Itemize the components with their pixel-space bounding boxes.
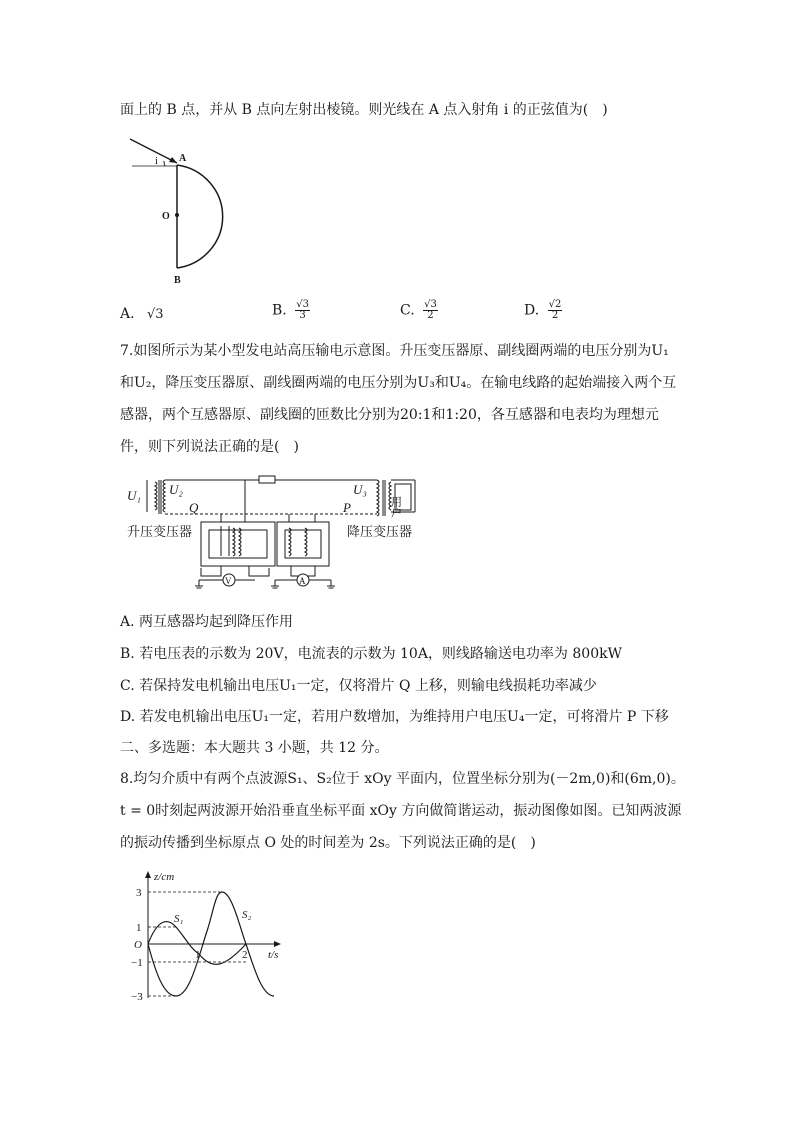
label-U3: U₃ xyxy=(353,482,367,497)
s2-label: S₂ xyxy=(242,909,252,921)
label-Q: Q xyxy=(189,500,199,515)
section-2-heading: 二、多选题：本大题共 3 小题，共 12 分。 xyxy=(120,740,389,756)
q6-option-d: D. $\frac{√2}{2}$ xyxy=(524,299,562,321)
q7-option-a: A. 两互感器均起到降压作用 xyxy=(120,614,294,630)
q6-stem: 面上的 B 点，并从 B 点向左射出棱镜。则光线在 A 点入射角 i 的正弦值为( ) xyxy=(120,102,608,118)
x-tick-1: 1 xyxy=(195,949,201,961)
x-axis-label: t/s xyxy=(268,949,279,961)
q8-line-3: 的振动传播到坐标原点 O 处的时间差为 2s。下列说法正确的是( ) xyxy=(120,835,536,851)
label-A: A xyxy=(179,153,187,164)
y-tick-1: 1 xyxy=(136,922,142,934)
q7-line-4: 件，则下列说法正确的是( ) xyxy=(120,439,299,455)
y-tick-neg1: −1 xyxy=(131,957,143,969)
q8-vibration-graph xyxy=(128,868,288,1006)
y-axis-label: z/cm xyxy=(154,871,175,883)
q8-line-2: t = 0时刻起两波源开始沿垂直坐标平面 xOy 方向做简谐运动，振动图像如图。已知两波源 xyxy=(120,803,682,819)
q7-line-2: 和U₂，降压变压器原、副线圈两端的电压分别为U₃和U₄。在输电线路的起始端接入两个互 xyxy=(120,375,677,391)
ammeter-label: A xyxy=(299,576,306,586)
x-tick-2: 2 xyxy=(242,949,248,961)
label-user: 用户 xyxy=(389,496,403,518)
label-B: B xyxy=(174,275,181,286)
q6-option-a: A. √3 xyxy=(120,306,164,322)
q7-line-3: 感器，两个互感器原、副线圈的匝数比分别为20:1和1:20，各互感器和电表均为理想元 xyxy=(120,407,659,423)
q7-option-b: B. 若电压表的示数为 20V，电流表的示数为 10A，则线路输送电功率为 800kW xyxy=(120,646,622,662)
voltmeter-label: V xyxy=(225,576,232,586)
q7-option-c: C. 若保持发电机输出电压U₁一定，仅将滑片 Q 上移，则输电线损耗功率减少 xyxy=(120,678,597,694)
q7-option-d: D. 若发电机输出电压U₁一定，若用户数增加，为维持用户电压U₄一定，可将滑片 P 下移 xyxy=(120,709,669,725)
label-U1: U₁ xyxy=(127,488,141,503)
label-step-up: 升压变压器 xyxy=(127,525,193,540)
label-O: O xyxy=(162,211,170,222)
q8-line-1: 8.均匀介质中有两个点波源S₁、S₂位于 xOy 平面内，位置坐标分别为(－2m,0)和(6m,0)。 xyxy=(120,771,685,787)
q6-option-b: B. $\frac{√3}{3}$ xyxy=(272,299,309,321)
q6-prism-figure xyxy=(120,135,240,290)
label-step-down: 降压变压器 xyxy=(347,525,413,540)
origin-label: O xyxy=(134,939,142,951)
q7-line-1: 7.如图所示为某小型发电站高压输电示意图。升压变压器原、副线圈两端的电压分别为U₁ xyxy=(120,343,669,359)
q6-option-c: C. $\frac{√3}{2}$ xyxy=(400,299,437,321)
q7-transmission-figure xyxy=(125,470,425,595)
label-U2: U₂ xyxy=(169,482,183,497)
label-i: i xyxy=(155,155,159,167)
y-tick-3: 3 xyxy=(136,887,142,899)
label-P: P xyxy=(343,500,351,515)
s1-label: S₁ xyxy=(174,913,184,925)
y-tick-neg3: −3 xyxy=(131,991,143,1003)
